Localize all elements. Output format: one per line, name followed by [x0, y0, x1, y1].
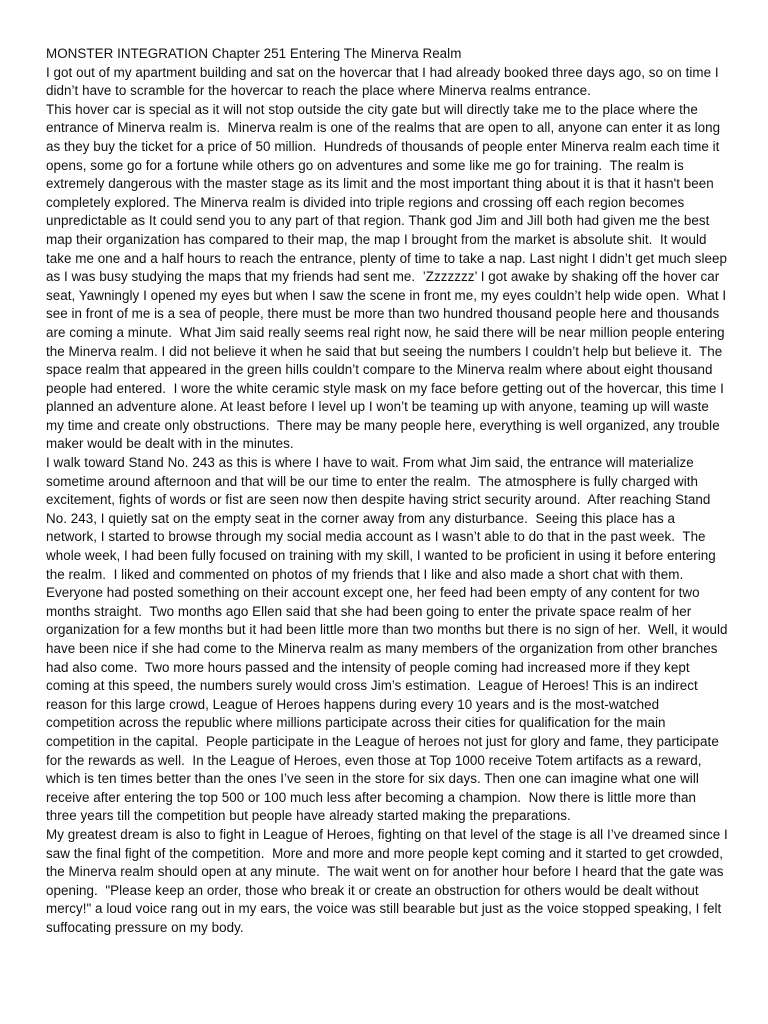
paragraph-1: I got out of my apartment building and sat on the hovercar that I had already booked three days ago, so on time I didn’t have to scramble for the hovercar to reach the place where Minerva realms entrance. — [46, 64, 723, 99]
paragraph-2: This hover car is special as it will not stop outside the city gate but will directly take me to the place where the entrance of Minerva realm is. Minerva realm is one of the realms that are open to all, anyone can enter it as long as they buy the ticket for a price of 50 million. Hundreds of thousands of people enter Minerva realm each time it opens, some go for a fortune while others go on adventures and some like me go for training. The realm is extremely dangerous with the master stage as its limit and the most important thing about it is that it hasn't been completely explored. The Minerva realm is divided into triple regions and crossing off each region becomes unpredictable as It could send you to any part of that region. Thank god Jim and Jill both had given me the best map their organization has compared to their map, the map I brought from the market is absolute shit. It would take me one and a half hours to reach the entrance, plenty of time to take a nap. Last night I didn’t get much sleep as I was busy studying the maps that my friends had sent me. ’Zzzzzzz’ I got awake by shaking off the hover car seat, Yawningly I opened my eyes but when I saw the scene in front me, my eyes couldn’t help wide open. What I see in front of me is a sea of people, there must be more than two hundred thousand people here and thousands are coming a minute. What Jim said really seems real right now, he said there will be near million people entering the Minerva realm. I did not believe it when he said that but seeing the numbers I couldn’t help but believe it. The space realm that appeared in the green hills couldn’t compare to the Minerva realm where about eight thousand people had entered. I wore the white ceramic style mask on my face before getting out of the hovercar, this time I planned an adventure alone. At least before I level up I won’t be teaming up with anyone, teaming up will waste my time and create only obstructions. There may be many people here, everything is well organized, any trouble maker would be dealt with in the minutes. — [46, 101, 731, 452]
paragraph-4: My greatest dream is also to fight in League of Heroes, fighting on that level of the stage is all I’ve dreamed since I saw the final fight of the competition. More and more and more people kept coming and it started to get crowded, the Minerva realm should open at any minute. The wait went on for another hour before I heard that the gate was opening. "Please keep an order, those who break it or create an obstruction for others would be dealt without mercy!" a loud voice rang out in my ears, the voice was still bearable but just as the voice stopped speaking, I felt suffocating pressure on my body. — [46, 826, 732, 935]
paragraph-3: I walk toward Stand No. 243 as this is where I have to wait. From what Jim said, the entrance will materialize sometime around afternoon and that will be our time to enter the realm. The atmosphere is fully charged with excitement, fights of words or fist are seen now then despite having strict security around. After reaching Stand No. 243, I quietly sat on the empty seat in the corner away from any disturbance. Seeing this place has a network, I started to browse through my social media account as I wasn’t able to do that in the past week. The whole week, I had been fully focused on training with my skill, I wanted to be proficient in using it before entering the realm. I liked and commented on photos of my friends that I like and also made a short chat with them. Everyone had posted something on their account except one, her feed had been empty of any content for two months straight. Two months ago Ellen said that she had been going to enter the private space realm of her organization for a few months but it had been little more than two months but there is no sign of her. Well, it would have been nice if she had come to the Minerva realm as many members of the organization from other branches had also come. Two more hours passed and the intensity of people coming had increased more if they kept coming at this speed, the numbers surely would cross Jim’s estimation. League of Heroes! This is an indirect reason for this large crowd, League of Heroes happens during every 10 years and is the most-watched competition across the republic where millions participate across their cities for qualification for the main competition in the capital. People participate in the League of heroes not just for glory and fame, they participate for the rewards as well. In the League of Heroes, even those at Top 1000 receive Totem artifacts as a reward, which is ten times better than the ones I’ve seen in the store for six days. Then one can imagine what one will receive after entering the top 500 or 100 much less after becoming a champion. Now there is little more than three years till the competition but people have already started making the preparations. — [46, 455, 732, 824]
chapter-title: MONSTER INTEGRATION Chapter 251 Entering The Minerva Realm — [46, 46, 462, 61]
